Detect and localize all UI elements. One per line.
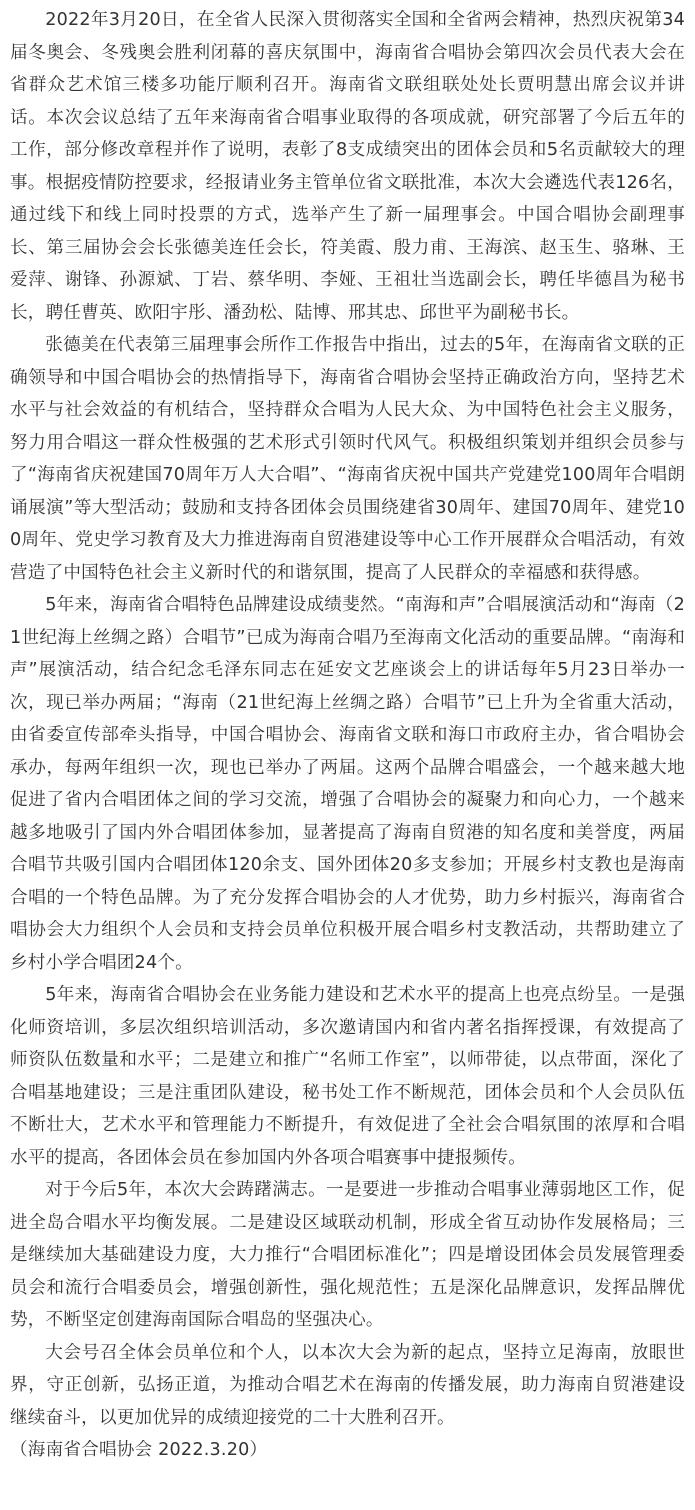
article-paragraph-work-report: 张德美在代表第三届理事会所作工作报告中指出，过去的5年，在海南省文联的正确领导和中国合唱协会的热情指导下，海南省合唱协会坚持正确政治方向，坚持艺术水平与社会效益的有机结合，坚持群众合唱为人民大众、为中国特色社会主义服务，努力用合唱这一群众性极强的艺术形式引领时代风气。积极组织策划并组织会员参与了“海南省庆祝建国70周年万人大合唱”、“海南省庆祝中国共产党建党100周年合唱朗诵展演”等大型活动；鼓励和支持各团体会员围绕建省30周年、建国70周年、建党100周年、党史学习教育及大力推进海南自贸港建设等中心工作开展群众合唱活动，有效营造了中国特色社会主义新时代的和谐氛围，提高了人民群众的幸福感和获得感。 xyxy=(10,335,685,583)
article-paragraph-closing-call: 大会号召全体会员单位和个人，以本次大会为新的起点，坚持立足海南，放眼世界，守正创新，弘扬正道，为推动合唱艺术在海南的传播发展，助力海南自贸港建设继续奋斗，以更加优异的成绩迎接党的二十大胜利召开。 xyxy=(10,1342,685,1428)
article-signature: （海南省合唱协会 2022.3.20） xyxy=(10,1440,268,1460)
article-paragraph-meeting-summary: 2022年3月20日，在全省人民深入贯彻落实全国和全省两会精神，热烈庆祝第34届冬奥会、冬残奥会胜利闭幕的喜庆氛围中，海南省合唱协会第四次会员代表大会在省群众艺术馆三楼多功能厅顺利召开。海南省文联组联处处长贾明慧出席会议并讲话。本次会议总结了五年来海南省合唱事业取得的各项成就，研究部署了今后五年的工作，部分修改章程并作了说明，表彰了8支成绩突出的团体会员和5名贡献较大的理事。根据疫情防控要求，经报请业务主管单位省文联批准，本次大会遴选代表126名，通过线下和线上同时投票的方式，选举产生了新一届理事会。中国合唱协会副理事长、第三届协会会长张德美连任会长，符美霞、殷力甫、王海滨、赵玉生、骆琳、王爱萍、谢锋、孙源斌、丁岩、蔡华明、李娅、王祖壮当选副会长，聘任毕德昌为秘书长，聘任曹英、欧阳宇彤、潘劲松、陆博、邢其忠、邱世平为副秘书长。 xyxy=(10,10,685,323)
article-paragraph-capacity-building: 5年来，海南省合唱协会在业务能力建设和艺术水平的提高上也亮点纷呈。一是强化师资培训，多层次组织培训活动，多次邀请国内和省内著名指挥授课，有效提高了师资队伍数量和水平；二是建立和推广“名师工作室”，以师带徒，以点带面，深化了合唱基地建设；三是注重团队建设，秘书处工作不断规范，团体会员和个人会员队伍不断壮大，艺术水平和管理能力不断提升，有效促进了全社会合唱氛围的浓厚和合唱水平的提高，各团体会员在参加国内外各项合唱赛事中捷报频传。 xyxy=(10,985,685,1168)
article-paragraph-future-plans: 对于今后5年，本次大会踌躇满志。一是要进一步推动合唱事业薄弱地区工作，促进全岛合唱水平均衡发展。二是建设区域联动机制，形成全省互动协作发展格局；三是继续加大基础建设力度，大力推行“合唱团标准化”；四是增设团体会员发展管理委员会和流行合唱委员会，增强创新性，强化规范性；五是深化品牌意识，发挥品牌优势，不断坚定创建海南国际合唱岛的坚强决心。 xyxy=(10,1180,685,1330)
article-paragraph-brand-building: 5年来，海南省合唱特色品牌建设成绩斐然。“南海和声”合唱展演活动和“海南（21世纪海上丝绸之路）合唱节”已成为海南合唱乃至海南文化活动的重要品牌。“南海和声”展演活动，结合纪念毛泽东同志在延安文艺座谈会上的讲话每年5月23日举办一次，现已举办两届；“海南（21世纪海上丝绸之路）合唱节”已上升为全省重大活动，由省委宣传部牵头指导，中国合唱协会、海南省文联和海口市政府主办，省合唱协会承办，每两年组织一次，现也已举办了两届。这两个品牌合唱盛会，一个越来越大地促进了省内合唱团体之间的学习交流，增强了合唱协会的凝聚力和向心力，一个越来越多地吸引了国内外合唱团体参加，显著提高了海南自贸港的知名度和美誉度，两届合唱节共吸引国内合唱团体120余支、国外团体20多支参加；开展乡村支教也是海南合唱的一个特色品牌。为了充分发挥合唱协会的人才优势，助力乡村振兴，海南省合唱协会大力组织个人会员和支持会员单位积极开展合唱乡村支教活动，共帮助建立了乡村小学合唱团24个。 xyxy=(10,595,685,973)
